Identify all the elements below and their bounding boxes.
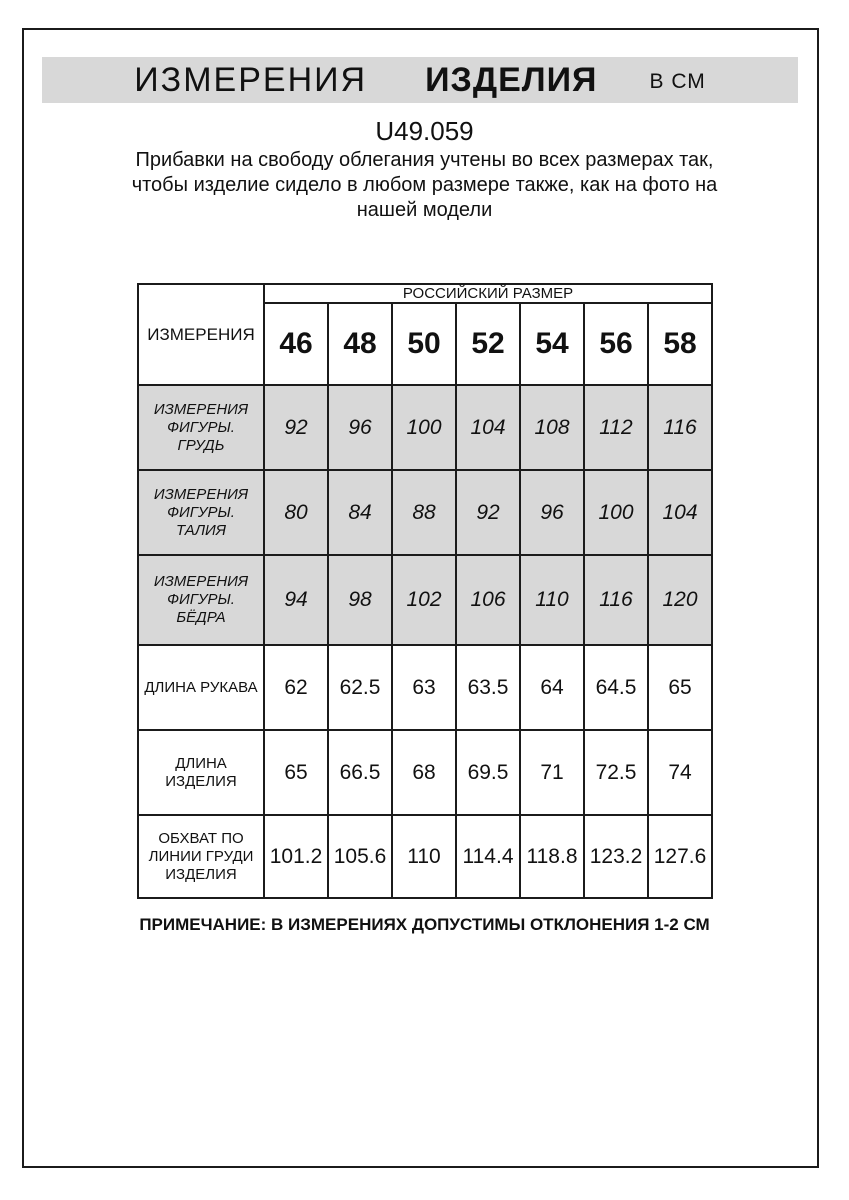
row-label: ИЗМЕРЕНИЯ ФИГУРЫ. ГРУДЬ [138, 385, 264, 470]
value-cell: 92 [264, 385, 328, 470]
value-cell: 123.2 [584, 815, 648, 898]
intro-line-3: нашей модели [356, 199, 493, 221]
value-cell: 71 [520, 730, 584, 815]
value-cell: 106 [456, 555, 520, 645]
size-header-50: 50 [392, 303, 456, 385]
title-measurements: ИЗМЕРЕНИЯ [134, 60, 368, 99]
value-cell: 72.5 [584, 730, 648, 815]
size-table [137, 283, 713, 899]
corner-cell-measurements: ИЗМЕРЕНИЯ [138, 284, 264, 385]
table-row-figure-hips [138, 555, 712, 645]
value-cell: 102 [392, 555, 456, 645]
value-cell: 110 [392, 815, 456, 898]
value-cell: 114.4 [456, 815, 520, 898]
value-cell: 65 [264, 730, 328, 815]
intro-line-2: чтобы изделие сидело в любом размере также, как на фото на [131, 174, 718, 196]
value-cell: 110 [520, 555, 584, 645]
size-header-54: 54 [520, 303, 584, 385]
russian-size-group-header: РОССИЙСКИЙ РАЗМЕР [264, 284, 712, 303]
title-bar [42, 57, 798, 103]
value-cell: 66.5 [328, 730, 392, 815]
table-row-sleeve-length [138, 645, 712, 730]
value-cell: 80 [264, 470, 328, 555]
title-unit: В СМ [649, 70, 706, 93]
table-row-item-length [138, 730, 712, 815]
intro-line-1: Прибавки на свободу облегания учтены во всех размерах так, [135, 149, 714, 171]
row-label: ОБХВАТ ПО ЛИНИИ ГРУДИ ИЗДЕЛИЯ [138, 815, 264, 898]
value-cell: 127.6 [648, 815, 712, 898]
size-header-56: 56 [584, 303, 648, 385]
size-header-52: 52 [456, 303, 520, 385]
value-cell: 96 [328, 385, 392, 470]
value-cell: 63.5 [456, 645, 520, 730]
model-code: U49.059 [375, 116, 474, 146]
value-cell: 120 [648, 555, 712, 645]
row-label: ИЗМЕРЕНИЯ ФИГУРЫ. ТАЛИЯ [138, 470, 264, 555]
row-label: ДЛИНА ИЗДЕЛИЯ [138, 730, 264, 815]
size-header-46: 46 [264, 303, 328, 385]
value-cell: 84 [328, 470, 392, 555]
value-cell: 100 [392, 385, 456, 470]
value-cell: 62.5 [328, 645, 392, 730]
value-cell: 64 [520, 645, 584, 730]
size-header-58: 58 [648, 303, 712, 385]
title-product: ИЗДЕЛИЯ [425, 60, 598, 99]
value-cell: 116 [648, 385, 712, 470]
row-label: ИЗМЕРЕНИЯ ФИГУРЫ. БЁДРА [138, 555, 264, 645]
value-cell: 69.5 [456, 730, 520, 815]
value-cell: 94 [264, 555, 328, 645]
value-cell: 74 [648, 730, 712, 815]
value-cell: 104 [648, 470, 712, 555]
value-cell: 100 [584, 470, 648, 555]
intro-text [0, 148, 849, 223]
value-cell: 92 [456, 470, 520, 555]
value-cell: 108 [520, 385, 584, 470]
value-cell: 68 [392, 730, 456, 815]
value-cell: 112 [584, 385, 648, 470]
value-cell: 118.8 [520, 815, 584, 898]
note-text: ПРИМЕЧАНИЕ: В ИЗМЕРЕНИЯХ ДОПУСТИМЫ ОТКЛОНЕНИЯ 1-2 СМ [139, 915, 710, 934]
value-cell: 64.5 [584, 645, 648, 730]
row-label: ДЛИНА РУКАВА [138, 645, 264, 730]
table-row-figure-waist [138, 470, 712, 555]
value-cell: 62 [264, 645, 328, 730]
value-cell: 65 [648, 645, 712, 730]
table-row-figure-chest [138, 385, 712, 470]
value-cell: 101.2 [264, 815, 328, 898]
value-cell: 96 [520, 470, 584, 555]
value-cell: 63 [392, 645, 456, 730]
size-header-48: 48 [328, 303, 392, 385]
value-cell: 88 [392, 470, 456, 555]
value-cell: 104 [456, 385, 520, 470]
value-cell: 116 [584, 555, 648, 645]
table-header-row-group [138, 284, 712, 303]
table-row-chest-girth [138, 815, 712, 898]
value-cell: 105.6 [328, 815, 392, 898]
value-cell: 98 [328, 555, 392, 645]
